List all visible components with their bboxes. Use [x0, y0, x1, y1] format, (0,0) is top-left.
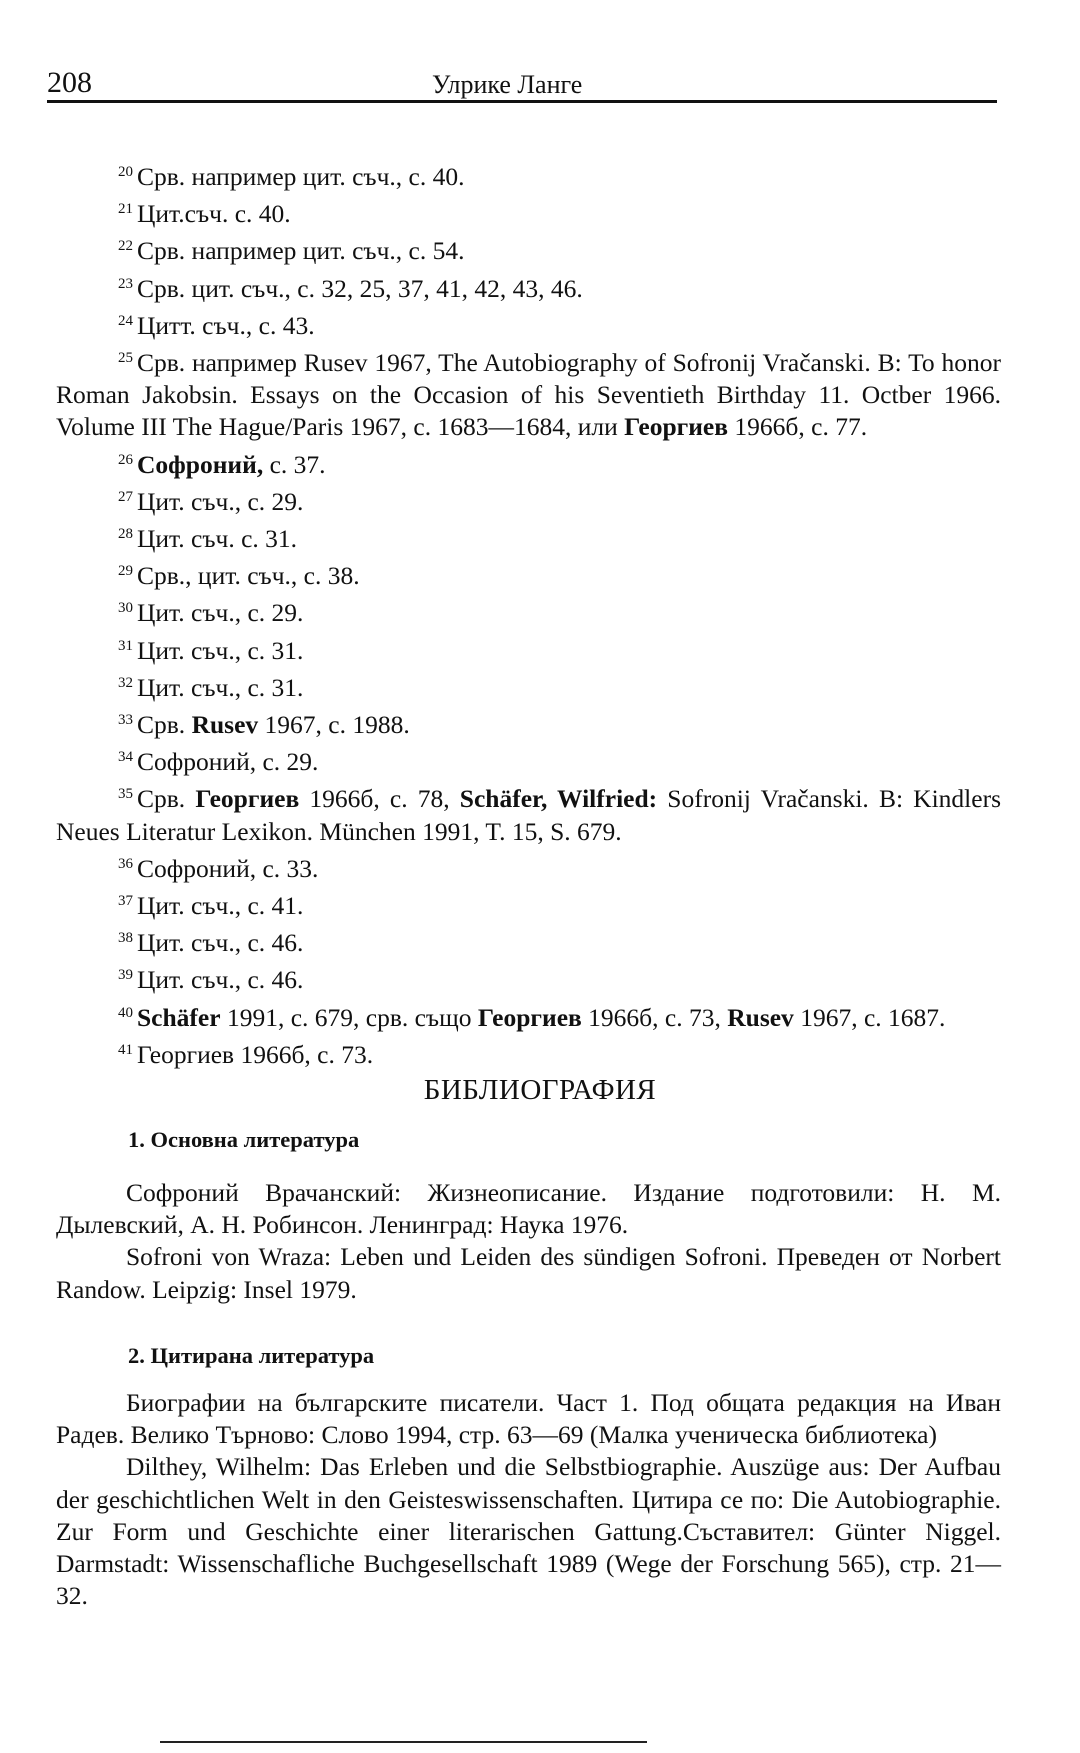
- footnote-33: [56, 704, 1001, 741]
- footnote-text: Цит. съч., с. 41.: [137, 891, 304, 921]
- footnote-text: Цит. съч., с. 29.: [137, 486, 304, 516]
- footnote-number: 35: [118, 786, 133, 803]
- footnote-text: Срв., цит. съч., с. 38.: [137, 561, 360, 591]
- footnote-number: 22: [118, 238, 133, 255]
- footnote-28: [56, 518, 1001, 555]
- footnote-text: Цит. съч., с. 31.: [137, 672, 304, 702]
- footnote-text: Срв. например цит. съч., с. 40.: [137, 162, 465, 191]
- footnote-number: 39: [118, 967, 133, 984]
- bibliography-cited: [56, 1387, 1001, 1612]
- footnote-29: [56, 555, 1001, 592]
- footnote-number: 21: [118, 201, 133, 218]
- footnote-24: [56, 305, 1001, 342]
- footnote-40: [56, 997, 1001, 1034]
- footnote-text: 1967, с. 1687.: [793, 1002, 946, 1032]
- footnote-number: 23: [118, 275, 133, 292]
- footnotes: [56, 156, 1001, 1071]
- footnote-number: 41: [118, 1041, 133, 1058]
- footnote-number: 24: [118, 312, 133, 329]
- footnote-text: Софроний, с. 33.: [137, 853, 319, 883]
- footnote-number: 31: [118, 637, 133, 654]
- footnote-number: 30: [118, 600, 133, 617]
- footnote-34: [56, 741, 1001, 778]
- footnote-21: [56, 193, 1001, 230]
- header-rule: [47, 100, 997, 103]
- footnote-38: [56, 922, 1001, 959]
- bib-entry: Dilthey, Wilhelm: Das Erleben und die Selbstbiographie. Auszüge aus: Der Aufbau der geschichtlichen Welt in den Geisteswissenschaften. Цитира се по: Die Autobiographie. Zur Form und Geschichte einer literarischen Gattung.Съставител: Günter Niggel. Darmstadt: Wissenschafliche Buchgesellschaft 1989 (Wege der Forschung 565), стр. 21—32.: [56, 1452, 1001, 1611]
- footnote-text: Срв. цит. съч., с. 32, 25, 37, 41, 42, 43, 46.: [137, 273, 583, 303]
- bibliography-title: БИБЛИОГРАФИЯ: [423, 1074, 657, 1106]
- footnote-text: Цит. съч., с. 31.: [137, 635, 304, 665]
- footnote-text: 1967, с. 1988.: [258, 710, 410, 740]
- footnote-number: 36: [118, 855, 133, 872]
- footnote-text: Срв.: [137, 710, 192, 740]
- footnote-number: 20: [118, 164, 133, 180]
- footnote-number: 29: [118, 563, 133, 580]
- footnote-emphasis: Rusev: [191, 710, 259, 740]
- footnote-emphasis: Schäfer, Wilfried:: [459, 784, 658, 814]
- section-heading-primary: 1. Основна литература: [128, 1127, 360, 1152]
- footnote-number: 25: [118, 350, 133, 367]
- footnote-text: 1991, с. 679, срв. също: [220, 1002, 478, 1032]
- footnote-30: [56, 592, 1001, 629]
- footnote-number: 33: [118, 712, 133, 729]
- bib-entry: Софроний Врачанский: Жизнеописание. Издание подготовили: Н. М. Дылевский, А. Н. Робинсон. Ленинград: Наука 1976.: [56, 1178, 1001, 1240]
- running-title: Улрике Ланге: [432, 70, 583, 99]
- footnote-text: Цит. съч., с. 46.: [137, 965, 304, 995]
- footnote-number: 34: [118, 749, 133, 766]
- footnote-emphasis: Георгиев: [477, 1002, 582, 1032]
- footnote-text: 1966б, с. 73,: [581, 1002, 728, 1032]
- footnote-text: 1966б, с. 78,: [299, 784, 460, 814]
- footnote-text: Софроний, с. 29.: [137, 747, 319, 777]
- page-header: [47, 58, 997, 106]
- footnote-36: [56, 848, 1001, 885]
- footer-rule: [160, 1741, 647, 1743]
- footnote-35: [56, 778, 1001, 847]
- footnote-number: 27: [118, 488, 133, 505]
- footnote-emphasis: Rusev: [727, 1002, 794, 1032]
- footnote-25: [56, 342, 1001, 444]
- bibliography-primary: [56, 1177, 1001, 1306]
- footnote-32: [56, 667, 1001, 704]
- footnote-text: Георгиев 1966б, с. 73.: [137, 1039, 374, 1069]
- footnote-text: Цит.съч. с. 40.: [137, 199, 291, 229]
- footnote-41: [56, 1034, 1001, 1071]
- footnote-number: 26: [118, 451, 133, 468]
- footnote-emphasis: Schäfer: [137, 1002, 221, 1032]
- footnote-text: Срв. например Rusev 1967, The Autobiography of Sofronij Vračanski. B: To honor Roman Jakobsin. Essays on the Occasion of his Seventieth Birthday 11. Octber 1966. Volume III The Hague/Paris 1967, с. 1683—1684, или: [56, 348, 1001, 442]
- footnote-text: Цитт. съч., с. 43.: [137, 310, 315, 340]
- footnote-39: [56, 959, 1001, 996]
- footnote-22: [56, 230, 1001, 267]
- footnote-emphasis: Георгиев: [624, 412, 729, 442]
- footnote-31: [56, 630, 1001, 667]
- footnote-26: [56, 444, 1001, 481]
- footnote-number: 40: [118, 1004, 133, 1021]
- footnote-text: Срв. например цит. съч., с. 54.: [137, 236, 465, 266]
- footnote-text: Цит. съч. с. 31.: [137, 524, 298, 554]
- footnote-number: 28: [118, 526, 133, 543]
- bib-entry: Sofroni von Wraza: Leben und Leiden des sündigen Sofroni. Преведен от Norbert Randow. Leipzig: Insel 1979.: [56, 1242, 1001, 1304]
- footnote-text: Цит. съч., с. 29.: [137, 598, 304, 628]
- page-number: 208: [47, 66, 92, 99]
- footnote-text: 1966б, с. 77.: [728, 412, 868, 442]
- footnote-23: [56, 268, 1001, 305]
- footnote-20: [56, 156, 1001, 193]
- section-heading-cited: 2. Цитирана литература: [128, 1343, 375, 1368]
- footnote-37: [56, 885, 1001, 922]
- footnote-27: [56, 481, 1001, 518]
- footnote-emphasis: Георгиев: [195, 784, 300, 814]
- footnote-number: 38: [118, 930, 133, 947]
- footnote-text: с. 37.: [263, 449, 326, 479]
- footnote-number: 37: [118, 893, 133, 910]
- footnote-text: Цит. съч., с. 46.: [137, 928, 304, 958]
- footnote-text: Срв.: [137, 784, 196, 814]
- footnote-number: 32: [118, 674, 133, 691]
- footnote-emphasis: Софроний,: [137, 449, 264, 479]
- footnote-text: Sofronij Vračanski. B: Kindlers Neues Literatur Lexikon. München 1991, T. 15, S. 679.: [56, 784, 1002, 846]
- bib-entry: Биографии на българските писатели. Част 1. Под общата редакция на Иван Радев. Велико Търново: Слово 1994, стр. 63—69 (Малка ученическа библиотека): [56, 1388, 1001, 1450]
